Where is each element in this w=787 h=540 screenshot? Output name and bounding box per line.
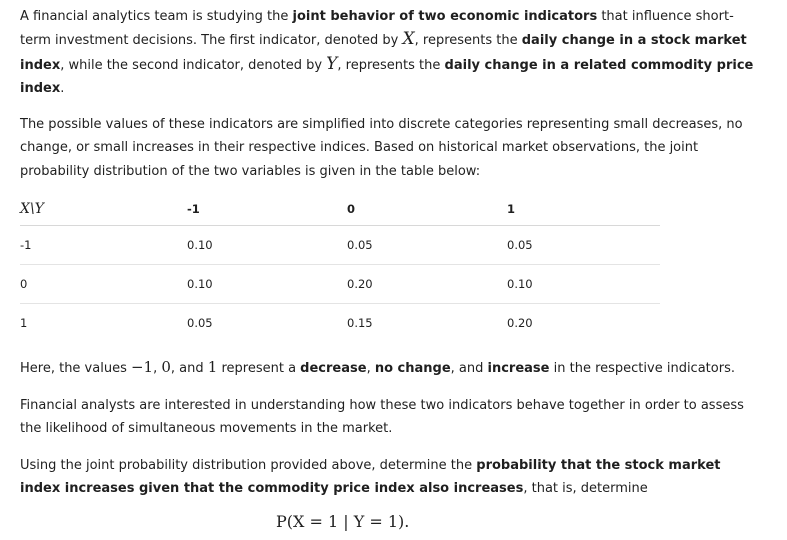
table-row-label: 0 [20, 277, 28, 291]
table-row-label: 1 [20, 316, 28, 330]
values-text: , [153, 361, 162, 376]
values-text: represent a [217, 361, 301, 376]
table-row [20, 265, 660, 304]
table-cell: 0.20 [347, 277, 373, 291]
emphasis-increase: increase [487, 361, 550, 376]
table-cell: 0.10 [187, 238, 213, 252]
table-row [20, 226, 660, 265]
values-paragraph [20, 356, 760, 380]
intro-text: . [60, 81, 65, 97]
intro-text: , represents the [337, 57, 445, 73]
table-header-row [20, 194, 660, 226]
question-text: , that is, determine [523, 481, 648, 497]
question-text: Using the joint probability distribution provided above, determine the [20, 458, 477, 473]
intro-text: that influence short-term investment decisions. The first indicator, denoted by [20, 9, 734, 49]
emphasis-decrease: decrease [300, 361, 367, 376]
table-cell: 0.05 [187, 316, 213, 330]
values-text: , [366, 361, 375, 376]
table-cell: 0.05 [347, 238, 373, 252]
question-emphasis: probability that the stock market index increases given that the commodity price index also increases [20, 458, 721, 497]
emphasis-no-change: no change [374, 361, 451, 376]
table-cell: 0.10 [507, 277, 533, 291]
table-cell: 0.05 [507, 238, 533, 252]
intro-emphasis-stock: daily change in a stock market index [20, 33, 747, 73]
intro-emphasis-joint: joint behavior of two economic indicators [292, 9, 598, 24]
table-header-cell: 1 [507, 202, 516, 216]
joint-probability-table [20, 194, 660, 342]
table-row-label: -1 [20, 238, 32, 252]
variable-y: Y [326, 53, 338, 74]
analysts-paragraph: Financial analysts are interested in understanding how these two indicators behave together in order to assess the likelihood of simultaneous movements in the market. [20, 398, 744, 437]
intro-text: A financial analytics team is studying the [20, 9, 293, 24]
distribution-paragraph: The possible values of these indicators are simplified into discrete categories representing small decreases, no change, or small increases in their respective indices. Based on historical market observations, the joint probability distribution of the two variables is given in the table below: [20, 117, 743, 179]
table-cell: 0.15 [347, 316, 373, 330]
intro-emphasis-commodity: daily change in a related commodity price index [20, 57, 754, 97]
value-minus-one: −1 [130, 358, 154, 376]
table-corner-label: X\Y [20, 201, 44, 217]
value-one: 1 [207, 358, 218, 376]
values-text: , and [170, 361, 208, 376]
values-text: Here, the values [20, 361, 131, 376]
table-cell: 0.10 [187, 277, 213, 291]
conditional-probability-formula: P(X = 1 | Y = 1). [276, 512, 410, 531]
variable-x: X [402, 29, 415, 50]
intro-paragraph [20, 5, 760, 101]
intro-text: , represents the [414, 33, 522, 49]
value-zero: 0 [161, 358, 171, 376]
question-paragraph [20, 454, 760, 501]
values-text: , and [450, 361, 488, 376]
table-header-cell: 0 [347, 202, 356, 216]
table-header-cell: -1 [187, 202, 200, 216]
values-text: in the respective indicators. [549, 361, 735, 376]
table-row [20, 304, 660, 342]
table-cell: 0.20 [507, 316, 533, 330]
intro-text: , while the second indicator, denoted by [60, 57, 327, 73]
